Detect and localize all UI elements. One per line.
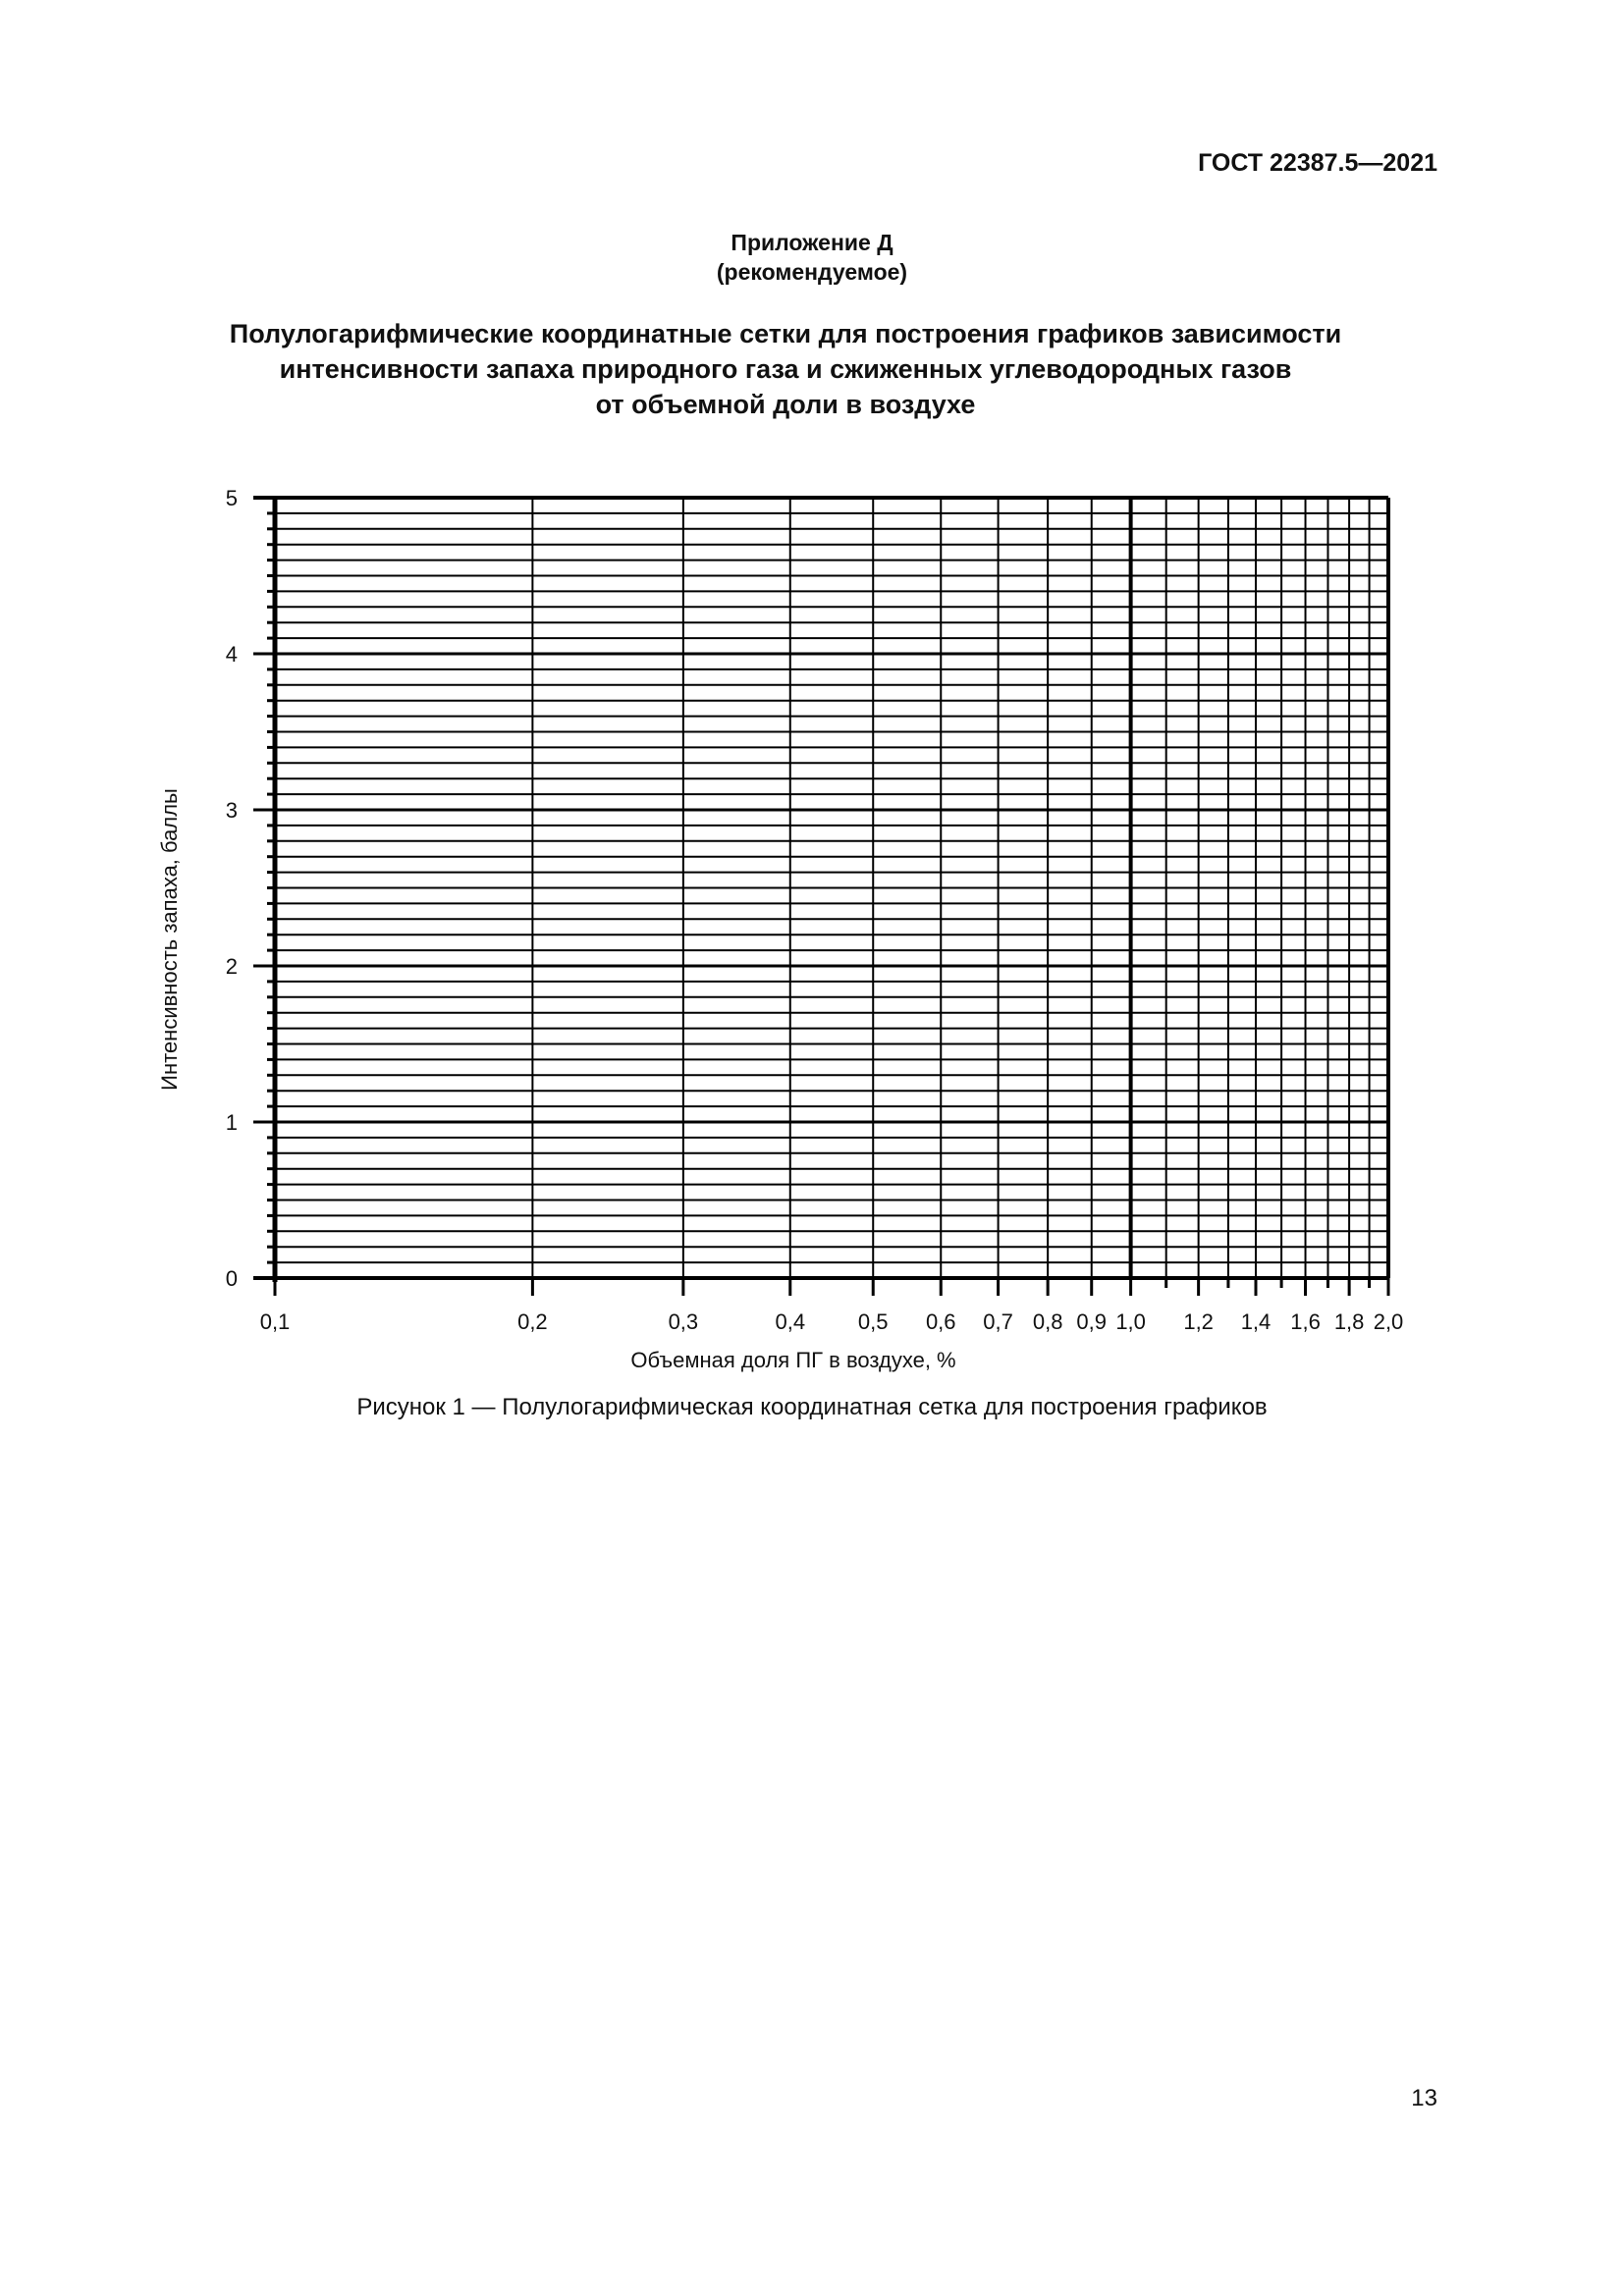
y-axis-label: Интенсивность запаха, баллы [157, 788, 182, 1091]
x-tick-label: 1,4 [1240, 1309, 1272, 1334]
annex-title: Приложение Д [731, 230, 893, 255]
x-tick-label: 0,9 [1076, 1309, 1108, 1334]
x-tick-label: 1,2 [1183, 1309, 1214, 1334]
x-tick-label: 0,6 [925, 1309, 956, 1334]
y-tick-label: 4 [225, 642, 238, 667]
tick-labels [226, 486, 1404, 1334]
x-tick-label: 0,7 [983, 1309, 1013, 1334]
y-tick-label: 5 [225, 486, 238, 510]
y-tick-label: 2 [225, 954, 238, 979]
y-tick-label: 3 [225, 798, 238, 823]
x-tick-label: 1,8 [1333, 1309, 1365, 1334]
x-tick-label: 2,0 [1373, 1309, 1404, 1334]
y-tick-label: 1 [225, 1110, 238, 1135]
title-line-2: интенсивности запаха природного газа и сжиженных углеводородных газов [279, 354, 1292, 384]
x-axis-label: Объемная доля ПГ в воздухе, % [630, 1348, 956, 1372]
page-number: 13 [1411, 2085, 1437, 2111]
figure-caption: Рисунок 1 — Полулогарифмическая координатная сетка для построения графиков [356, 1394, 1268, 1420]
x-tick-label: 0,2 [517, 1309, 548, 1334]
x-tick-label: 0,4 [775, 1309, 806, 1334]
y-tick-label: 0 [225, 1266, 238, 1291]
x-tick-label: 0,1 [259, 1309, 291, 1334]
x-tick-label: 0,3 [668, 1309, 699, 1334]
title-line-3: от объемной доли в воздухе [595, 390, 976, 419]
annex-status: (рекомендуемое) [716, 259, 908, 285]
x-tick-label: 0,8 [1032, 1309, 1063, 1334]
x-tick-label: 1,0 [1115, 1309, 1146, 1334]
x-tick-label: 0,5 [857, 1309, 889, 1334]
standard-code: ГОСТ 22387.5—2021 [1198, 149, 1437, 177]
axis-ticks [267, 498, 1388, 1296]
title-line-1: Полулогарифмические координатные сетки для построения графиков зависимости [229, 319, 1342, 348]
x-tick-label: 1,6 [1290, 1309, 1321, 1334]
minor-horizontal-gridlines [275, 513, 1388, 1262]
